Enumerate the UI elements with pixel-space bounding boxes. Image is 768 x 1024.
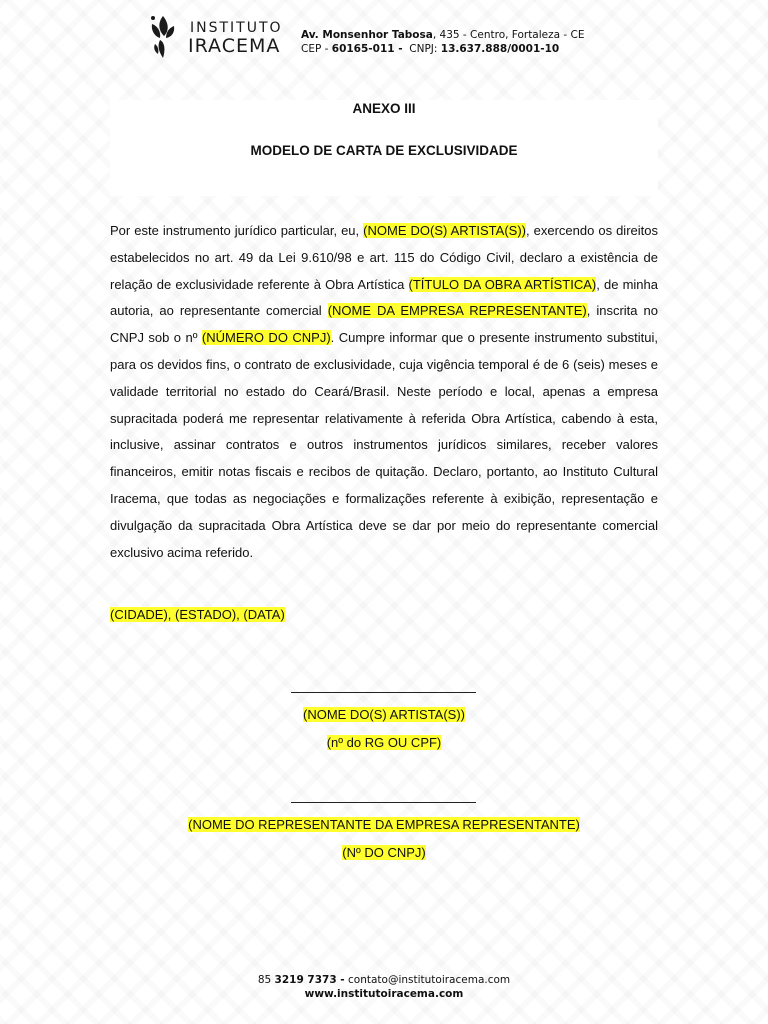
cnpj-value: 13.637.888/0001-10 bbox=[440, 43, 560, 55]
placeholder-representative-name: (NOME DO REPRESENTANTE DA EMPRESA REPRESENTANTE) bbox=[188, 817, 580, 832]
body-text-1: Por este instrumento jurídico particular, eu, bbox=[110, 223, 364, 238]
footer-website-url: www.institutoiracema.com bbox=[304, 988, 464, 1000]
institute-logo bbox=[146, 12, 286, 62]
letterhead bbox=[146, 12, 616, 62]
placeholder-artist-name: (NOME DO(S) ARTISTA(S)) bbox=[363, 223, 526, 238]
representative-signature-doc bbox=[0, 839, 768, 866]
artist-signature-name bbox=[0, 701, 768, 728]
document-title: MODELO DE CARTA DE EXCLUSIVIDADE bbox=[250, 143, 518, 158]
cnpj-label: CNPJ: bbox=[402, 43, 441, 55]
date-location-line bbox=[110, 603, 285, 627]
body-text-4: , inscrita no CNPJ sob o nº bbox=[110, 303, 658, 346]
cep-label: CEP - bbox=[301, 43, 332, 55]
placeholder-representative-cnpj: (Nº DO CNPJ) bbox=[342, 845, 426, 860]
artist-signature-doc bbox=[0, 729, 768, 756]
placeholder-city-state-date: (CIDADE), (ESTADO), (DATA) bbox=[110, 607, 285, 622]
placeholder-artwork-title: (TÍTULO DA OBRA ARTÍSTICA) bbox=[408, 276, 597, 292]
address-city: , 435 - Centro, Fortaleza - CE bbox=[432, 29, 585, 41]
representative-signature-line bbox=[291, 802, 476, 803]
footer bbox=[0, 973, 768, 1001]
footer-email: contato@institutoiracema.com bbox=[344, 974, 511, 986]
leaf-figure-icon bbox=[148, 14, 178, 60]
representative-signature-name bbox=[0, 811, 768, 838]
footer-contact bbox=[0, 973, 768, 987]
annex-heading: ANEXO III bbox=[352, 101, 416, 116]
cep-value: 60165-011 - bbox=[331, 43, 403, 55]
body-text-3: , de minha autoria, ao representante comercial bbox=[110, 276, 658, 319]
address-street: Av. Monsenhor Tabosa bbox=[301, 29, 433, 41]
placeholder-artist-signature-name: (NOME DO(S) ARTISTA(S)) bbox=[302, 707, 466, 722]
address-block bbox=[301, 28, 585, 56]
logo-text-top: INSTITUTO bbox=[190, 20, 283, 36]
artist-signature-line bbox=[291, 692, 476, 693]
body-paragraph bbox=[110, 218, 658, 566]
logo-text-bottom: IRACEMA bbox=[188, 35, 281, 57]
placeholder-artist-id: (nº do RG OU CPF) bbox=[326, 735, 442, 750]
placeholder-cnpj-number: (NÚMERO DO CNPJ) bbox=[201, 330, 331, 346]
registration-line bbox=[301, 42, 585, 56]
address-line bbox=[301, 28, 585, 42]
footer-website bbox=[0, 987, 768, 1001]
body-text-5: . Cumpre informar que o presente instrumento substitui, para os devidos fins, o contrato de exclusividade, cuja vigência temporal é de 6 (seis) meses e validade territorial no estado do Ceará/Brasil. Neste período e local, apenas a empresa supracitada poderá me representar relativamente à referida Obra Artística, cabendo à esta, inclusive, assinar contratos e outros instrumentos jurídicos similares, receber valores financeiros, emitir notas fiscais e recibos de quitação. Declaro, portanto, ao Instituto Cultural Iracema, que todas as negociações e formalizações referente à exibição, representação e divulgação da supracitada Obra Artística deve se dar por meio do representante comercial exclusivo acima referido. bbox=[110, 330, 659, 560]
footer-phone: 3219 7373 - bbox=[274, 974, 345, 986]
placeholder-company-name: (NOME DA EMPRESA REPRESENTANTE) bbox=[327, 303, 587, 319]
body-text-2: , exercendo os direitos estabelecidos no art. 49 da Lei 9.610/98 e art. 115 do Código Civil, declaro a existência de relação de exclusividade referente à Obra Artística bbox=[110, 223, 658, 292]
footer-phone-prefix: 85 bbox=[257, 974, 275, 986]
